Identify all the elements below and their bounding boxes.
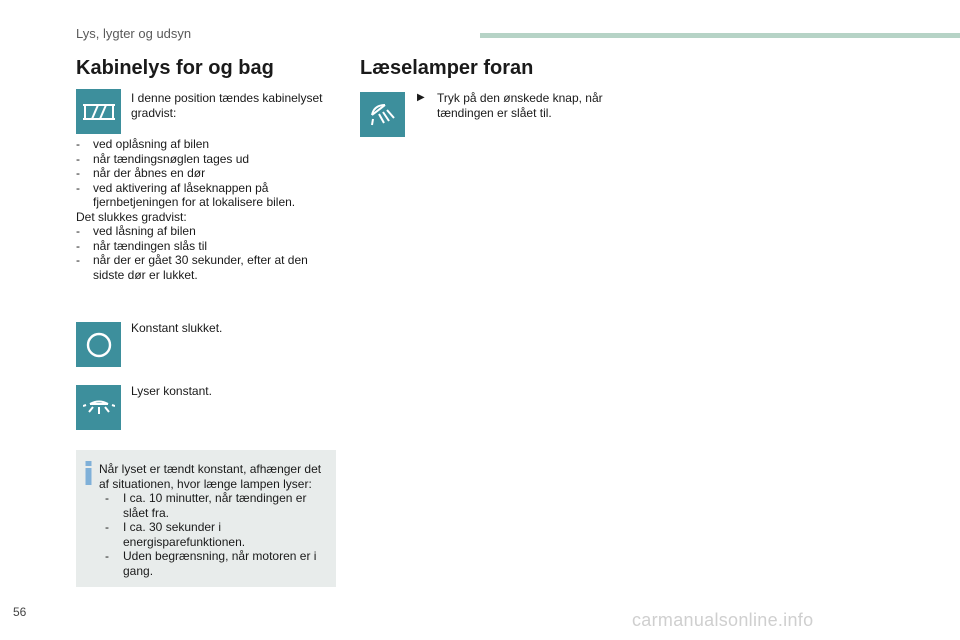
- watermark: carmanualsonline.info: [632, 610, 814, 630]
- list-item: - ved oplåsning af bilen: [76, 137, 336, 152]
- section-title-reading-lamps: Læselamper foran: [360, 57, 534, 79]
- light-behavior-list: [76, 137, 336, 282]
- interior-light-on-icon: [76, 385, 121, 430]
- info-icon: [84, 461, 93, 485]
- interior-light-door-icon: [76, 89, 121, 134]
- list-item: - ved låsning af bilen: [76, 224, 336, 239]
- page-number: 56: [13, 605, 27, 619]
- header-accent-bar: [480, 33, 960, 38]
- note-intro: Når lyset er tændt konstant, afhænger det af situationen, hvor længe lampen lyser:: [99, 462, 322, 491]
- list-item: - når der åbnes en dør: [76, 166, 336, 181]
- constant-off-text: Konstant slukket.: [131, 321, 223, 335]
- circle-off-icon: [76, 322, 121, 367]
- list-item: - I ca. 30 sekunder i energisparefunktionen.: [105, 520, 329, 549]
- off-heading: Det slukkes gradvist:: [76, 209, 187, 224]
- constant-on-text: Lyser konstant.: [131, 384, 212, 398]
- list-item: - når der er gået 30 sekunder, efter at den sidste dør er lukket.: [76, 253, 336, 282]
- list-item: - når tændingsnøglen tages ud: [76, 152, 336, 167]
- list-item: - I ca. 10 minutter, når tændingen er slået fra.: [105, 491, 329, 520]
- bullet-arrow-icon: ▶: [417, 92, 425, 103]
- list-item: - ved aktivering af låseknappen på fjernbetjeningen for at lokalisere bilen.: [76, 181, 336, 210]
- section-title-cabin-light: Kabinelys for og bag: [76, 57, 274, 79]
- list-item: - Uden begrænsning, når motoren er i gang.: [105, 549, 329, 578]
- list-item: - når tændingen slås til: [76, 239, 336, 254]
- section-label: Lys, lygter og udsyn: [76, 26, 192, 41]
- door-position-text: I denne position tændes kabinelyset gradvist:: [131, 91, 323, 120]
- reading-lamp-icon: [360, 92, 405, 137]
- reading-lamp-instruction: Tryk på den ønskede knap, når tændingen er slået til.: [437, 91, 603, 120]
- info-note: [76, 450, 336, 587]
